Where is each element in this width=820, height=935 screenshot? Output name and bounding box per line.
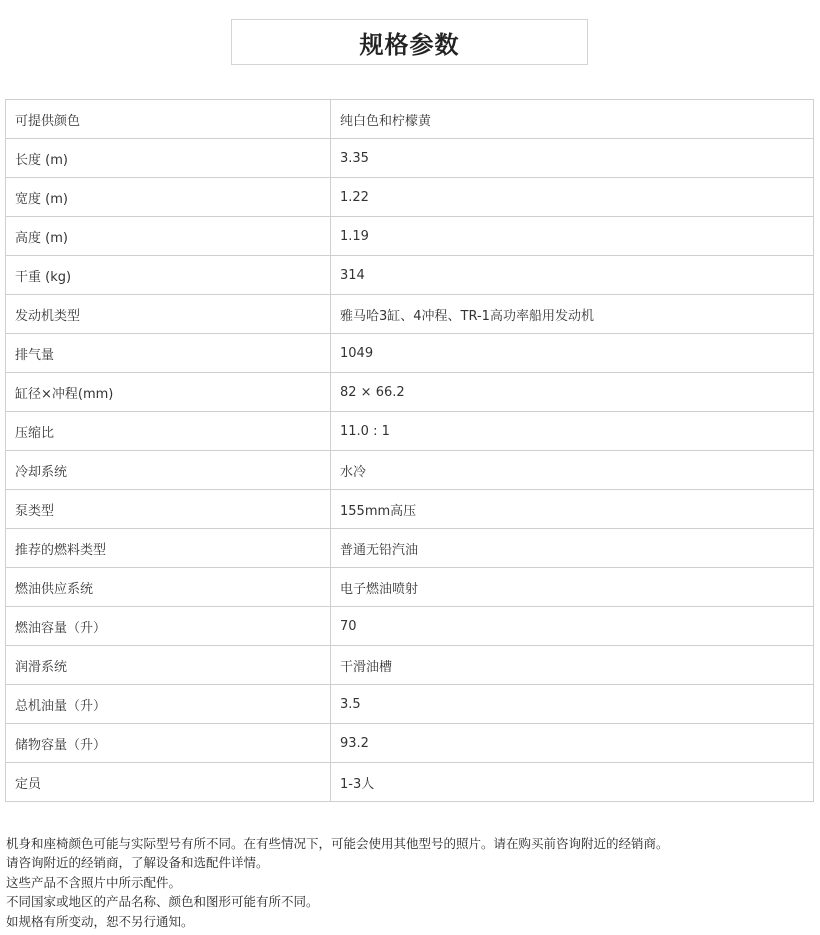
- spec-value: 70: [331, 607, 814, 646]
- table-row: [6, 763, 814, 802]
- spec-table: [5, 99, 814, 802]
- spec-label: 排气量: [6, 334, 331, 373]
- spec-value: 普通无铅汽油: [331, 529, 814, 568]
- spec-label: 燃油供应系统: [6, 568, 331, 607]
- table-row: [6, 490, 814, 529]
- spec-label: 缸径×冲程(mm): [6, 373, 331, 412]
- spec-label: 冷却系统: [6, 451, 331, 490]
- spec-label: 宽度 (m): [6, 178, 331, 217]
- table-row: [6, 724, 814, 763]
- spec-label: 高度 (m): [6, 217, 331, 256]
- spec-value: 1.22: [331, 178, 814, 217]
- note-line: 不同国家或地区的产品名称、颜色和图形可能有所不同。: [6, 894, 319, 910]
- table-row: [6, 646, 814, 685]
- spec-table-body: [6, 100, 814, 802]
- spec-label: 可提供颜色: [6, 100, 331, 139]
- spec-label: 压缩比: [6, 412, 331, 451]
- spec-label: 燃油容量（升）: [6, 607, 331, 646]
- note-line: 如规格有所变动，恕不另行通知。: [6, 913, 194, 929]
- table-row: [6, 568, 814, 607]
- spec-label: 泵类型: [6, 490, 331, 529]
- disclaimer-notes: [6, 834, 818, 931]
- spec-value: 155mm高压: [331, 490, 814, 529]
- spec-label: 总机油量（升）: [6, 685, 331, 724]
- spec-value: 雅马哈3缸、4冲程、TR-1高功率船用发动机: [331, 295, 814, 334]
- spec-label: 储物容量（升）: [6, 724, 331, 763]
- spec-label: 定员: [6, 763, 331, 802]
- spec-label: 推荐的燃料类型: [6, 529, 331, 568]
- spec-value: 82 × 66.2: [331, 373, 814, 412]
- note-line: 请咨询附近的经销商，了解设备和选配件详情。: [6, 855, 269, 871]
- table-row: [6, 139, 814, 178]
- spec-value: 3.35: [331, 139, 814, 178]
- spec-value: 电子燃油喷射: [331, 568, 814, 607]
- title-box: [231, 19, 588, 65]
- spec-value: 11.0 : 1: [331, 412, 814, 451]
- spec-value: 干滑油槽: [331, 646, 814, 685]
- note-line: 机身和座椅颜色可能与实际型号有所不同。在有些情况下，可能会使用其他型号的照片。请在购买前咨询附近的经销商。: [6, 836, 669, 851]
- table-row: [6, 100, 814, 139]
- spec-value: 3.5: [331, 685, 814, 724]
- spec-label: 长度 (m): [6, 139, 331, 178]
- spec-label: 发动机类型: [6, 295, 331, 334]
- spec-value: 1.19: [331, 217, 814, 256]
- table-row: [6, 412, 814, 451]
- spec-value: 纯白色和柠檬黄: [331, 100, 814, 139]
- table-row: [6, 256, 814, 295]
- spec-label: 润滑系统: [6, 646, 331, 685]
- table-row: [6, 607, 814, 646]
- table-row: [6, 334, 814, 373]
- spec-value: 93.2: [331, 724, 814, 763]
- table-row: [6, 295, 814, 334]
- spec-value: 水冷: [331, 451, 814, 490]
- page-title: 规格参数: [359, 30, 460, 59]
- spec-label: 干重 (kg): [6, 256, 331, 295]
- table-row: [6, 451, 814, 490]
- table-row: [6, 217, 814, 256]
- table-row: [6, 373, 814, 412]
- table-row: [6, 529, 814, 568]
- table-row: [6, 685, 814, 724]
- table-row: [6, 178, 814, 217]
- spec-value: 1049: [331, 334, 814, 373]
- spec-value: 1-3人: [331, 763, 814, 802]
- spec-value: 314: [331, 256, 814, 295]
- note-line: 这些产品不含照片中所示配件。: [6, 874, 182, 890]
